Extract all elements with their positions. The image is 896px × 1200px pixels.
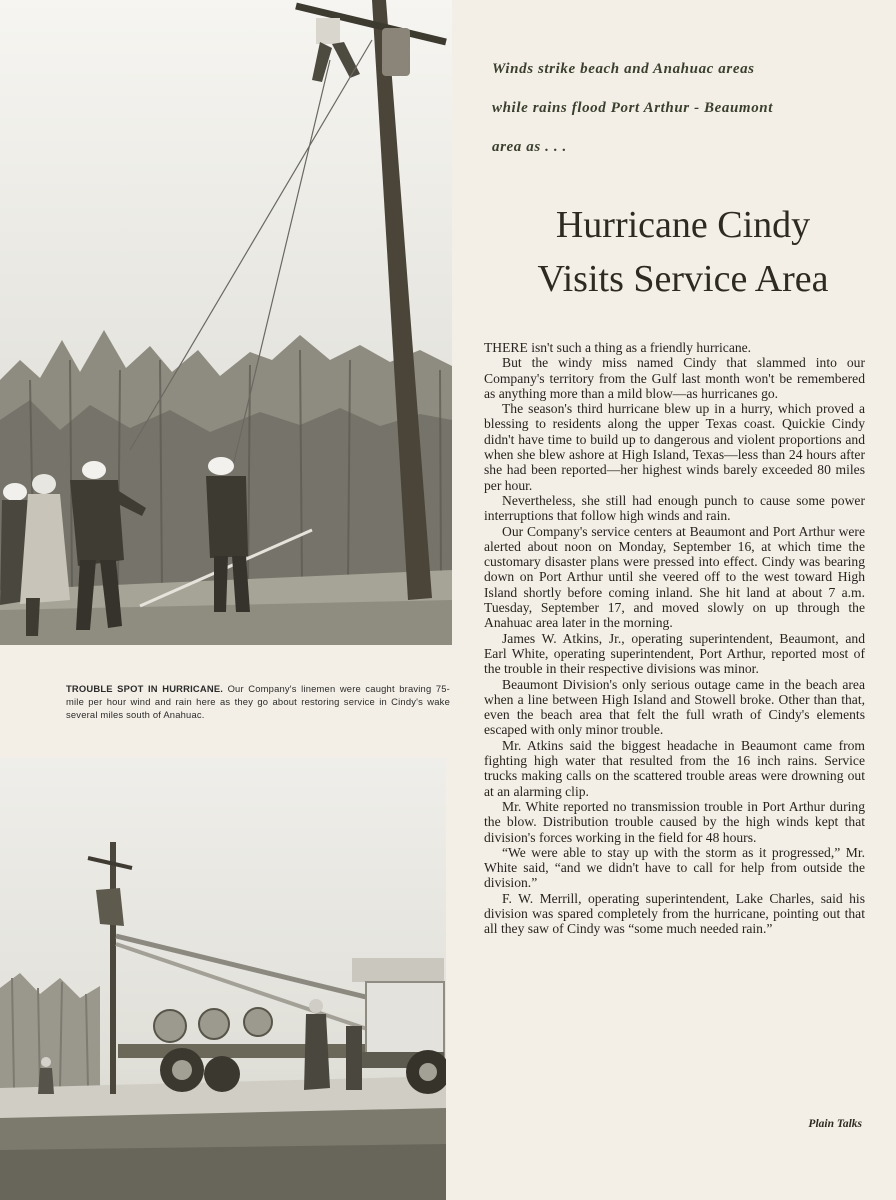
kicker-line-2: while rains flood Port Arthur - Beaumont: [492, 100, 774, 116]
paragraph-9: Mr. White reported no transmission trouble in Port Arthur during the blow. Distribution trouble caused by the high winds kept that division's forces working in the field for 48 hours.: [484, 798, 865, 845]
paragraph-7: Beaumont Division's only serious outage came in the beach area when a line between High Island and Stowell broke. Other than that, even the beach area that felt the full wrath of Cindy's elements escaped with only minor trouble.: [484, 676, 865, 738]
linemen-pole-photo: [0, 0, 452, 645]
paragraph-1: THERE isn't such a thing as a friendly hurricane.: [484, 340, 752, 355]
paragraph-10: “We were able to stay up with the storm as it progressed,” Mr. White said, “and we didn't have to call for help from outside the division.”: [484, 844, 865, 891]
paragraph-2: But the windy miss named Cindy that slammed into our Company's territory from the Gulf last month won't be remembered as anything more than a mild blow—as hurricanes go.: [484, 355, 865, 401]
paragraph-11: F. W. Merrill, operating superintendent, Lake Charles, said his division was spared completely from the hurricane, pointing out that all they saw of Cindy was “some much needed rain.”: [484, 890, 865, 937]
paragraph-4: Nevertheless, she still had enough punch to cause some power interruptions that follow high winds and rain.: [484, 492, 865, 524]
paragraph-8: Mr. Atkins said the biggest headache in Beaumont came from fighting high water that resulted from the 16 inch rains. Service trucks making calls on the scattered trouble areas were drowning out at an alarming clip.: [484, 737, 865, 799]
caption-lead: TROUBLE SPOT IN HURRICANE.: [66, 683, 224, 694]
kicker-line-1: Winds strike beach and Anahuac areas: [492, 61, 755, 77]
headline-line-2: Visits Service Area: [537, 258, 829, 300]
kicker-line-3: area as . . .: [492, 139, 567, 155]
photo-caption: [66, 682, 450, 721]
service-truck-photo: [0, 758, 446, 1200]
paragraph-5: Our Company's service centers at Beaumont and Port Arthur were alerted about noon on Monday, September 16, at which time the customary disaster plans were pressed into effect. Cindy was bearing down on Port Arthur until she veered off to the west toward High Island shortly before coming inland. She hit land at about 7 a.m. Tuesday, September 17, and moved slowly on up through the Anahuac area later in the morning.: [484, 523, 865, 631]
article-headline: [470, 198, 896, 306]
headline-line-1: Hurricane Cindy: [555, 204, 811, 246]
article-body: [484, 340, 865, 937]
paragraph-6: James W. Atkins, Jr., operating superintendent, Beaumont, and Earl White, operating superintendent, Port Arthur, reported most of the trouble in their respective divisions was minor.: [484, 630, 865, 677]
article-kicker: [492, 50, 872, 167]
paragraph-3: The season's third hurricane blew up in a hurry, which proved a blessing to residents along the upper Texas coast. Quickie Cindy didn't have time to build up to dangerous and violent proportions and when she blew ashore at High Island, Texas—less than 24 hours after she had been reported—her highest winds barely exceeded 80 miles per hour.: [484, 401, 865, 493]
publication-credit: Plain Talks: [808, 1118, 862, 1130]
caption-text: Our Company's linemen were caught braving 75-mile per hour wind and rain here as they go about restoring service in Cindy's wake several miles south of Anahuac.: [66, 683, 451, 720]
